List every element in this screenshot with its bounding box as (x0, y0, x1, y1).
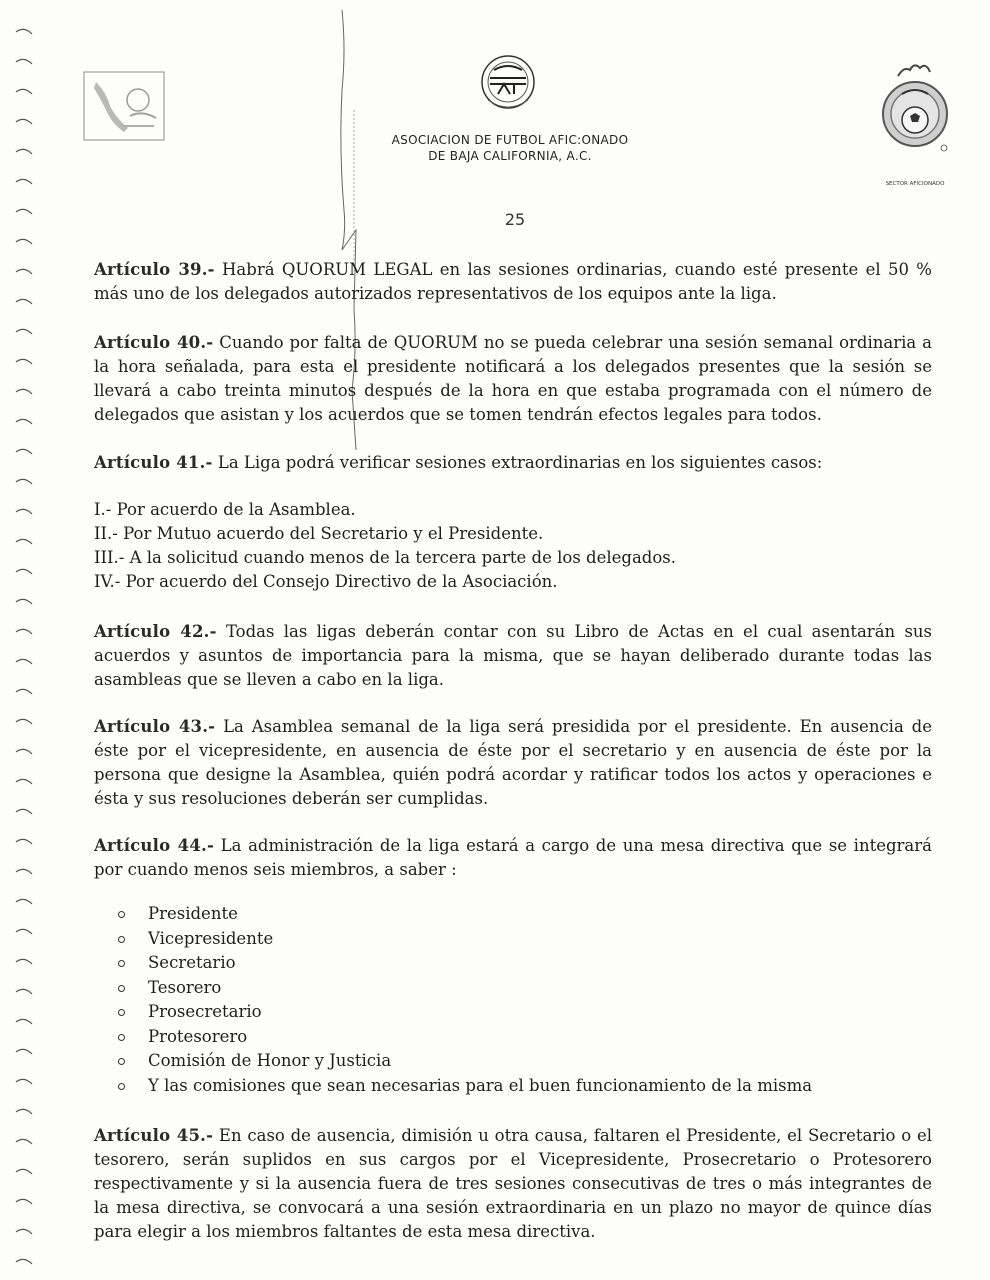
list-item: III.- A la solicitud cuando menos de la tercera parte de los delegados. (94, 548, 677, 567)
article-41-text: La Liga podrá verificar sesiones extraordinarias en los siguientes casos: (217, 453, 823, 472)
baja-california-logo (82, 70, 166, 142)
article-44-label: Artículo 44.- (94, 836, 214, 855)
org-name-line1: ASOCIACION DE FUTBOL AFIC:ONADO (391, 133, 629, 147)
article-41 (94, 451, 932, 475)
article-43 (94, 715, 932, 811)
bullet-icon (118, 1009, 125, 1016)
article-45-text: En caso de ausencia, dimisión u otra causa, faltaren el Presidente, el Secretario o el tesorero, serán suplidos en sus cargos por el Vicepresidente, Prosecretario o Protesorero respectivamente y si la ausencia fuera de tres sesiones consecutivas de tres o más integrantes de la mesa directiva, se convocará a una sesión extraordinaria en un plazo no mayor de quince días para elegir a los miembros faltantes de esta mesa directiva. (94, 1126, 933, 1241)
list-item (112, 1049, 812, 1074)
bullet-icon (118, 1083, 125, 1090)
org-name-line2: DE BAJA CALIFORNIA, A.C. (428, 149, 592, 163)
bullet-icon (118, 985, 125, 992)
article-40-label: Artículo 40.- (94, 333, 214, 352)
article-41-cases-list (94, 498, 932, 594)
list-item-text: Vicepresidente (148, 928, 274, 948)
page-number: 25 (504, 210, 526, 229)
bullet-icon (118, 960, 125, 967)
article-44-text: La administración de la liga estará a cargo de una mesa directiva que se integrará por cuando menos seis miembros, a saber : (94, 836, 932, 879)
article-44 (94, 834, 932, 882)
list-item (112, 951, 812, 976)
list-item-text: Tesorero (148, 977, 222, 997)
bullet-icon (118, 1058, 125, 1065)
list-item (112, 1000, 812, 1025)
sector-label: SECTOR AFICIONADO (885, 181, 945, 187)
list-item-text: Comisión de Honor y Justicia (148, 1051, 392, 1070)
article-43-label: Artículo 43.- (94, 717, 216, 736)
list-item (112, 927, 812, 952)
list-item-text: Secretario (148, 953, 236, 972)
article-40-text: Cuando por falta de QUORUM no se pueda celebrar una sesión semanal ordinaria a la hora señalada, para esta el presidente notificará a los delegados presentes que la sesión se llevará a cabo treinta minutos después de la hora en que estaba programada con el número de delegados que asistan y los acuerdos que se tomen tendrán efectos legales para todos. (94, 333, 932, 424)
list-item-text: Y las comisiones que sean necesarias para el buen funcionamiento de la misma (148, 1075, 813, 1095)
list-item-text: Prosecretario (148, 1002, 262, 1021)
article-39-text: Habrá QUORUM LEGAL en las sesiones ordinarias, cuando esté presente el 50 % más uno de los delegados autorizados representativos de los equipos ante la liga. (94, 260, 932, 303)
asociacion-emblem (468, 52, 548, 120)
article-45 (94, 1124, 932, 1244)
bullet-icon (118, 936, 125, 943)
article-44-members-list (112, 902, 812, 1098)
article-41-label: Artículo 41.- (94, 453, 213, 472)
article-39 (94, 258, 932, 306)
article-42 (94, 620, 932, 692)
list-item-text: Presidente (148, 904, 238, 923)
article-40 (94, 331, 932, 427)
article-43-text: La Asamblea semanal de la liga será presidida por el presidente. En ausencia de éste por el vicepresidente, en ausencia de éste por el secretario y en ausencia de éste por la persona que designe la Asamblea, quién podrá acordar y ratificar todos los actos y operaciones e ésta y sus resoluciones deberán ser cumplidas. (94, 717, 932, 808)
bullet-icon (118, 1034, 125, 1041)
article-42-text: Todas las ligas deberán contar con su Libro de Actas en el cual asentarán sus acuerdos y asuntos de importancia para la misma, que se hayan deliberado durante todas las asambleas que se lleven a cabo en la liga. (94, 622, 932, 689)
article-39-label: Artículo 39.- (94, 260, 215, 279)
list-item: II.- Por Mutuo acuerdo del Secretario y el Presidente. (94, 524, 544, 543)
bullet-icon (118, 911, 125, 918)
article-42-label: Artículo 42.- (94, 622, 217, 641)
list-item (112, 1074, 812, 1099)
list-item (112, 976, 812, 1001)
binding-marks (12, 20, 42, 1270)
list-item: I.- Por acuerdo de la Asamblea. (94, 500, 356, 519)
list-item: IV.- Por acuerdo del Consejo Directivo de la Asociación. (94, 572, 558, 591)
list-item-text: Protesorero (148, 1026, 248, 1046)
article-45-label: Artículo 45.- (94, 1126, 214, 1145)
list-item (112, 1025, 812, 1050)
federation-shield-logo (876, 62, 954, 154)
list-item (112, 902, 812, 927)
